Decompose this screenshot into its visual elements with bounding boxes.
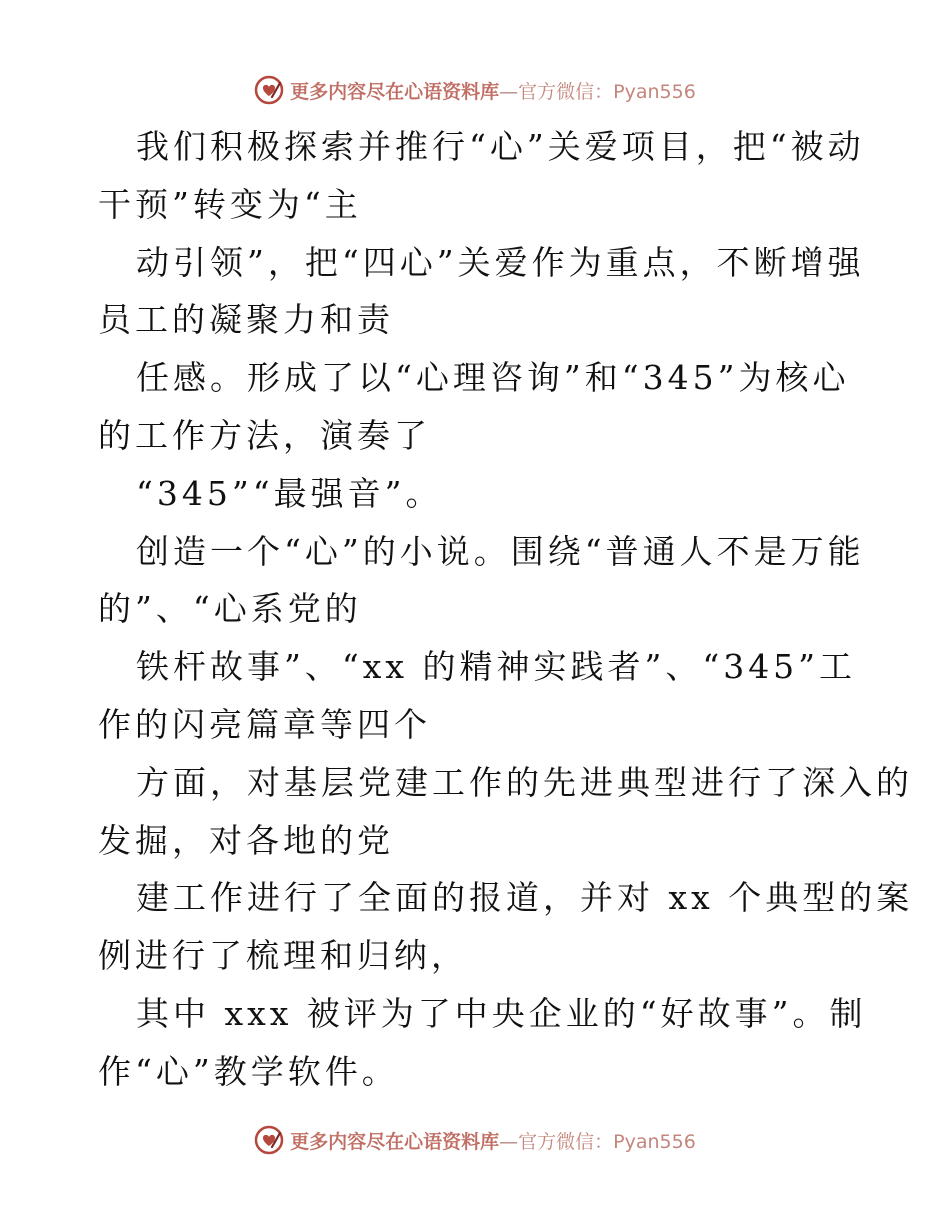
text-line: 作“心”教学软件。 <box>98 1051 399 1091</box>
text-line: 员工的凝聚力和责 <box>98 300 394 340</box>
header-separator: — <box>499 80 519 103</box>
text-line: 发掘，对各地的党 <box>98 820 394 860</box>
text-line: 任感。形成了以“心理咨询”和“345”为核心 <box>136 358 850 398</box>
text-line: 建工作进行了全面的报道，并对 xx 个典型的案 <box>136 878 914 918</box>
text-line: 的”、“心系党的 <box>98 589 362 629</box>
footer-banner <box>0 1120 950 1160</box>
text-line: 其中 xxx 被评为了中央企业的“好故事”。制 <box>136 993 867 1033</box>
text-line: 作的闪亮篇章等四个 <box>98 704 431 744</box>
footer-banner-text <box>290 1127 696 1154</box>
footer-separator: — <box>499 1130 519 1153</box>
footer-brand-text: 更多内容尽在心语资料库 <box>290 1130 500 1153</box>
text-line: 铁杆故事”、“xx 的精神实践者”、“345”工 <box>136 647 857 687</box>
header-brand-text: 更多内容尽在心语资料库 <box>290 80 500 103</box>
text-line: 我们积极探索并推行“心”关爱项目，把“被动 <box>136 127 865 166</box>
text-line: 动引领”，把“四心”关爱作为重点，不断增强 <box>136 242 865 282</box>
text-line: 方面，对基层党建工作的先进典型进行了深入的 <box>136 762 913 802</box>
heart-pen-logo-icon <box>254 75 284 105</box>
text-line: 的工作方法，演奏了 <box>98 415 431 455</box>
footer-wechat-text: 官方微信：Pyan556 <box>518 1130 696 1153</box>
heart-pen-logo-icon <box>254 1125 284 1155</box>
text-line: 创造一个“心”的小说。围绕“普通人不是万能 <box>136 531 865 571</box>
text-line: “345”“最强音”。 <box>136 473 443 513</box>
document-body <box>98 118 914 1101</box>
text-line: 例进行了梳理和归纳， <box>98 936 468 976</box>
text-line: 干预”转变为“主 <box>98 184 362 224</box>
header-banner-text <box>290 77 696 104</box>
header-banner <box>0 70 950 110</box>
header-wechat-text: 官方微信：Pyan556 <box>518 80 696 103</box>
